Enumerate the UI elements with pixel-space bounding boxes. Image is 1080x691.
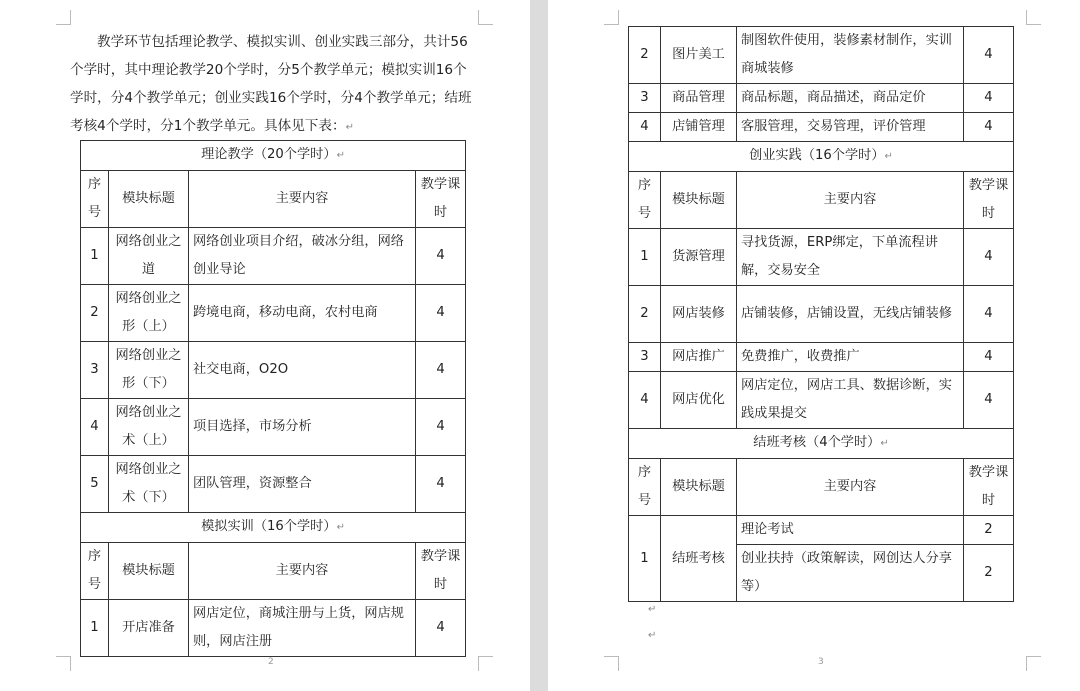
table-row: 3 网店推广 免费推广，收费推广 4 [629,343,1014,372]
table-row: 4 网络创业之术（上） 项目选择，市场分析 4 [81,399,466,456]
section-title-theory: 理论教学（20个学时）↵ [81,141,466,171]
page-number: 3 [818,657,824,667]
table-row: 4 网店优化 网店定位，网店工具、数据诊断，实践成果提交 4 [629,372,1014,429]
table-row: 5 网络创业之术（下） 团队管理，资源整合 4 [81,456,466,513]
table-row: 2 图片美工 制图软件使用，装修素材制作，实训商城装修 4 [629,27,1014,84]
page-number: 2 [268,657,274,667]
crop-mark [56,656,71,671]
header-title: 模块标题 [109,171,189,228]
intro-paragraph[interactable]: 教学环节包括理论教学、模拟实训、创业实践三部分，共计56个学时，其中理论教学20个学时，分5个教学单元；模拟实训16个学时，分4个教学单元；创业实践16个学时，分4个教学单元；结班考核4个学时，分1个教学单元。具体见下表：↵ [70,34,472,134]
crop-mark [1026,10,1041,25]
crop-mark [56,10,71,25]
section-title-practice: 创业实践（16个学时）↵ [629,142,1014,172]
document-page-3 [548,0,1080,691]
document-page-2 [0,0,530,691]
table-row: 1 结班考核 理论考试 2 [629,516,1014,545]
table-row: 3 网络创业之形（下） 社交电商，O2O 4 [81,342,466,399]
table-row: 1 开店准备 网店定位，商城注册与上货，网店规则，网店注册 4 [81,600,466,657]
table-row: 1 货源管理 寻找货源，ERP绑定，下单流程讲解，交易安全 4 [629,229,1014,286]
table-row: 1 网络创业之道 网络创业项目介绍，破冰分组，网络创业导论 4 [81,228,466,285]
curriculum-table-left: 理论教学（20个学时）↵ 序号 模块标题 主要内容 教学课时 1 网络创业之道 网络创业项目介绍，破冰分组，网络创业导论 4 2 网络创业之形（上） 跨境电商，移动电商，农村电商 4 3 网络创业之形（下） 社交电商，O2O 4 4 网络创业之术（上） 项目选择，市场分析 4 5 网络创业之术（下） 团队管理，资源整合 4 模拟实训（16个学时）↵ 序号 模块标题 主要内容 教学课时 1 开店准备 网店定位，商城注册与上货，网店规则，网店注册 4 [80,140,466,657]
table-row: 4 店铺管理 客服管理，交易管理，评价管理 4 [629,113,1014,142]
page-gap [530,0,548,691]
curriculum-table-right: 2 图片美工 制图软件使用，装修素材制作，实训商城装修 4 3 商品管理 商品标题，商品描述，商品定价 4 4 店铺管理 客服管理，交易管理，评价管理 4 创业实践（16个学时）↵ 序号 模块标题 主要内容 教学课时 1 货源管理 寻找货源，ERP绑定，下单流程讲解，交易安全 4 2 网店装修 店铺装修，店铺设置，无线店铺装修 4 3 网店推广 免费推广，收费推广 4 4 网店优化 网店定位，网店工具、数据诊断，实践成果提交 4 结班考核（4个学时）↵ 序号 模块标题 主要内容 教学课时 1 结班考核 理论考试 2 创业扶持（政策解读，网创达人分享等） 2 [628,26,1014,602]
table-row: 2 网店装修 店铺装修，店铺设置，无线店铺装修 4 [629,286,1014,343]
section-title-exam: 结班考核（4个学时）↵ [629,429,1014,459]
empty-paragraph-mark[interactable]: ↵ [648,604,657,615]
header-hours: 教学课时 [416,171,466,228]
table-row: 3 商品管理 商品标题，商品描述，商品定价 4 [629,84,1014,113]
crop-mark [604,10,619,25]
crop-mark [478,10,493,25]
crop-mark [604,656,619,671]
header-no: 序号 [81,171,109,228]
empty-paragraph-mark[interactable]: ↵ [648,630,657,641]
section-title-sim: 模拟实训（16个学时）↵ [81,513,466,543]
header-content: 主要内容 [189,171,416,228]
table-row: 创业扶持（政策解读，网创达人分享等） 2 [629,545,1014,602]
crop-mark [1026,656,1041,671]
crop-mark [478,656,493,671]
table-row: 2 网络创业之形（上） 跨境电商，移动电商，农村电商 4 [81,285,466,342]
